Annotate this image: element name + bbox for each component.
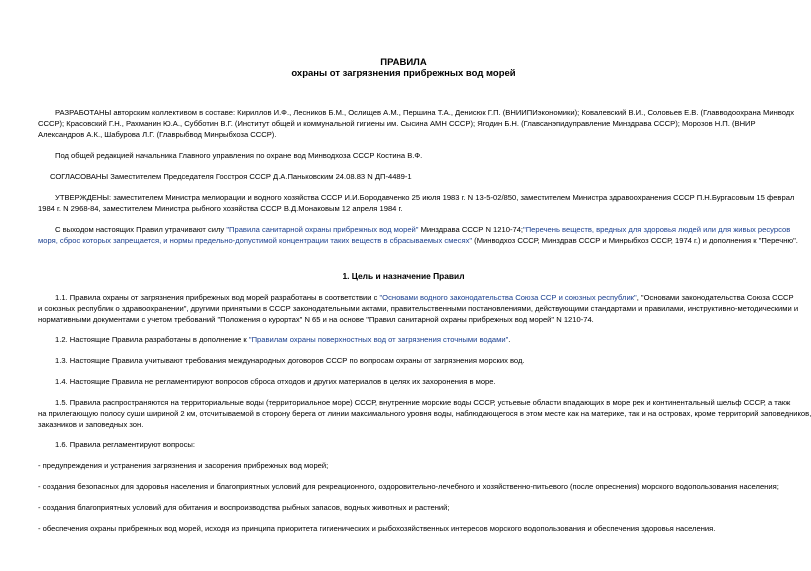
rules-sanitary-link[interactable]: "Правила санитарной охраны прибрежных вод морей" [226, 225, 419, 234]
water-legislation-link[interactable]: "Основами водного законодательства Союза ССР и союзных республик" [379, 293, 637, 302]
bullet-4: - обеспечения охраны прибрежных вод морей, исходя из принципа приоритета гигиенических и рыбохозяйственных интересов морского водопользования и обеспечения здоровья населения. [38, 524, 716, 533]
lose-force-line-1 [55, 224, 791, 235]
substances-list-link-cont[interactable]: моря, сброс которых запрещается, и нормы предельно-допустимой концентрации таких веществ в сбрасываемых смесях" [38, 236, 473, 245]
developed-line-2: СССР); Красовский Г.Н., Рахманин Ю.А., Субботин В.Г. (Институт общей и коммунальной гигиены им. Сысина АМН СССР); Ягодин Б.Н. (Главсанэпидуправление Минздрава СССР); Морозов Н.П. (ВНИР [38, 119, 756, 128]
para-1-6: 1.6. Правила регламентируют вопросы: [55, 440, 195, 449]
section-1-heading: 1. Цель и назначение Правил [342, 271, 465, 281]
lose-force-end: (Минводхоз СССР, Минздрав СССР и Минрыбхоз СССР, 1974 г.) и дополнения к "Перечню". [472, 236, 798, 245]
bullet-2: - создания безопасных для здоровья населения и благоприятных условий для рекреационного, оздоровительно-лечебного и хозяйственно-питьевого (после опреснения) морского водопользования населения; [38, 482, 779, 491]
approved-line-1: УТВЕРЖДЕНЫ: заместителем Министра мелиорации и водного хозяйства СССР И.И.Бородавченко 25 июля 1983 г. N 13-5-02/850, заместителем Министра здравоохранения СССР П.Н.Бургасовым 15 феврал [55, 193, 795, 202]
bullet-3: - создания благоприятных условий для обитания и воспроизводства рыбных запасов, водных животных и растений; [38, 503, 450, 512]
para-1-3: 1.3. Настоящие Правила учитывают требования международных договоров СССР по вопросам охраны от загрязнения морских вод. [55, 356, 525, 365]
agreed-by: СОГЛАСОВАНЫ Заместителем Председателя Госстроя СССР Д.А.Паньковским 24.08.83 N ДП-4489-1 [50, 172, 412, 181]
para-1-5-line-3: заказников и заповедных зон. [38, 420, 144, 429]
approved-line-2: 1984 г. N 2968-84, заместителем Министра рыбного хозяйства СССР В.Д.Монаковым 12 апреля 1984 г. [38, 204, 403, 213]
surface-water-rules-link[interactable]: "Правилам охраны поверхностных вод от загрязнения сточными водами" [248, 335, 509, 344]
para-1-1-post: , "Основами законодательства Союза СССР [636, 293, 794, 302]
edited-by: Под общей редакцией начальника Главного управления по охране вод Минводхоза СССР Костина В.Ф. [55, 151, 423, 160]
para-1-1-text: 1.1. Правила охраны от загрязнения прибрежных вод морей разработаны в соответствии с [55, 293, 380, 302]
para-1-2 [55, 334, 775, 345]
lose-force-mid: Минздрава СССР N 1210-74; [418, 225, 524, 234]
developed-line-3: Александров А.К., Шабурова Л.Г. (Главрыбвод Минрыбхоза СССР). [38, 130, 277, 139]
document-title: ПРАВИЛА [380, 57, 427, 68]
bullet-1: - предупреждения и устранения загрязнения и засорения прибрежных вод морей; [38, 461, 329, 470]
developed-line-1: РАЗРАБОТАНЫ авторским коллективом в составе: Кириллов И.Ф., Лесников Б.М., Ослищев А.М., Першина Т.А., Денисюк Г.П. (ВНИИПИэкономики); Ковалевский В.И., Соловьев Е.В. (Главводоохрана Минводх [55, 108, 795, 117]
para-1-2-end: . [508, 335, 511, 344]
lose-force-text: С выходом настоящих Правил утрачивают силу [55, 225, 227, 234]
para-1-4: 1.4. Настоящие Правила не регламентируют вопросов сброса отходов и других материалов в целях их захоронения в море. [55, 377, 496, 386]
document-subtitle: охраны от загрязнения прибрежных вод морей [291, 68, 516, 79]
para-1-5-line-1: 1.5. Правила распространяются на территориальные воды (территориальное море) СССР, внутренние морские воды СССР, устьевые области впадающих в море рек и континентальный шельф СССР, а такж [55, 398, 791, 407]
para-1-1-line-2: и союзных республик о здравоохранении", другими принятыми в СССР законодательными актами, правительственными постановлениями, действующими стандартами и правилами, инструктивно-методическими и [38, 304, 799, 313]
substances-list-link[interactable]: "Перечень веществ, вредных для здоровья людей или для живых ресурсов [523, 225, 791, 234]
para-1-1-line-3: нормативными документами с учетом требований "Положения о курортах" N 65 и на основе "Правил санитарной охраны прибрежных вод морей" N 1210-74. [38, 315, 594, 324]
lose-force-line-2 [38, 235, 798, 246]
para-1-5-line-2: на прилегающую полосу суши шириной 2 км, отсчитываемой в сторону берега от линии максимального уровня воды, наблюдающегося в этом месте как на материке, так и на островах, кроме территорий заповедников, [38, 409, 811, 418]
para-1-1-line-1 [55, 292, 794, 303]
para-1-2-text: 1.2. Настоящие Правила разработаны в дополнение к [55, 335, 249, 344]
